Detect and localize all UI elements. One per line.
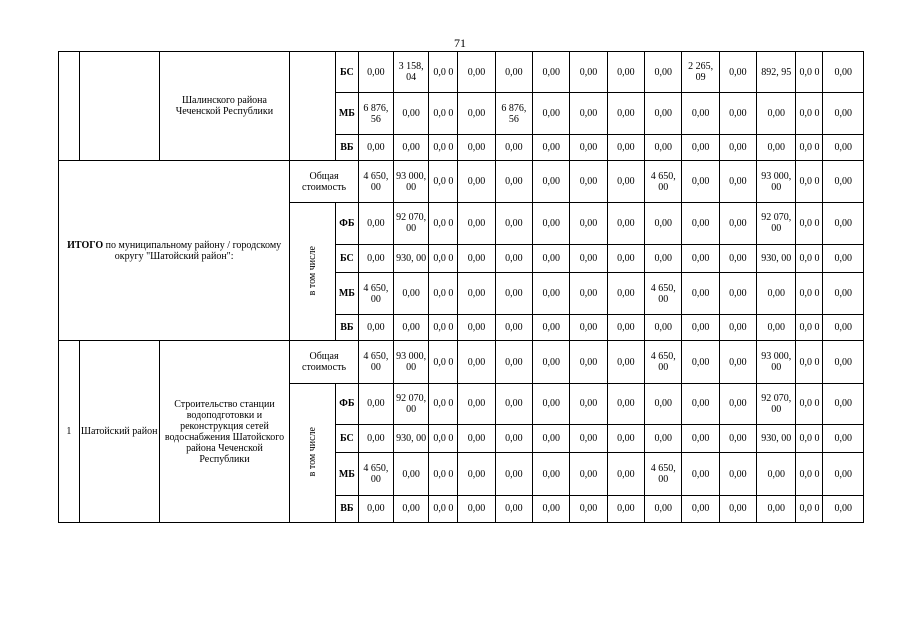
value-cell: 0,00	[570, 272, 607, 314]
value-cell: 0,00	[823, 203, 864, 244]
value-cell: 0,00	[823, 52, 864, 93]
value-cell: 0,00	[458, 341, 495, 383]
value-cell: 0,00	[645, 383, 682, 424]
source-cell: ФБ	[335, 383, 358, 424]
value-cell: 0,00	[533, 203, 570, 244]
source-cell: МБ	[335, 272, 358, 314]
value-cell: 0,00	[570, 383, 607, 424]
value-cell: 0,0 0	[429, 315, 458, 341]
value-cell: 0,00	[823, 383, 864, 424]
value-cell: 0,00	[570, 495, 607, 522]
value-cell: 0,0 0	[796, 160, 823, 202]
source-cell: ВБ	[335, 134, 358, 160]
value-cell: 92 070, 00	[394, 383, 429, 424]
value-cell: 0,00	[458, 495, 495, 522]
value-cell: 0,00	[607, 160, 644, 202]
value-cell: 0,0 0	[429, 203, 458, 244]
value-cell: 0,00	[607, 134, 644, 160]
source-cell: БС	[335, 244, 358, 272]
value-cell: 0,00	[719, 93, 756, 134]
value-cell: 0,00	[533, 160, 570, 202]
value-cell: 0,00	[823, 425, 864, 453]
value-cell: 0,00	[533, 425, 570, 453]
value-cell: 0,00	[458, 244, 495, 272]
value-cell: 0,00	[719, 453, 756, 495]
including-cell	[290, 383, 336, 522]
total-label-bold: ИТОГО	[67, 239, 104, 251]
value-cell: 0,00	[719, 52, 756, 93]
value-cell: 0,00	[358, 425, 393, 453]
value-cell: 0,00	[533, 341, 570, 383]
value-cell: 0,00	[757, 495, 796, 522]
value-cell: 0,00	[458, 383, 495, 424]
value-cell: 0,0 0	[796, 93, 823, 134]
value-cell: 0,00	[607, 244, 644, 272]
value-cell: 0,0 0	[429, 383, 458, 424]
value-cell: 0,00	[495, 272, 532, 314]
value-cell: 93 000, 00	[394, 341, 429, 383]
value-cell: 0,00	[719, 425, 756, 453]
value-cell: 0,00	[682, 244, 719, 272]
value-cell: 0,00	[394, 272, 429, 314]
value-cell: 0,00	[607, 52, 644, 93]
district-cell	[79, 52, 159, 161]
value-cell: 0,00	[645, 495, 682, 522]
value-cell: 0,00	[682, 453, 719, 495]
source-cell: БС	[335, 52, 358, 93]
budget-table-body	[59, 52, 864, 523]
value-cell: 0,00	[823, 315, 864, 341]
value-cell: 0,00	[533, 315, 570, 341]
value-cell: 0,00	[394, 453, 429, 495]
value-cell: 0,00	[358, 52, 393, 93]
total-cost-label: Общая стоимость	[290, 341, 358, 383]
value-cell: 4 650, 00	[358, 272, 393, 314]
including-cell	[290, 52, 336, 161]
value-cell: 0,0 0	[796, 495, 823, 522]
value-cell: 0,00	[458, 93, 495, 134]
value-cell: 0,00	[823, 453, 864, 495]
index-cell	[59, 52, 80, 161]
value-cell: 92 070, 00	[757, 203, 796, 244]
page-number: 71	[454, 36, 466, 50]
source-cell: МБ	[335, 93, 358, 134]
value-cell: 4 650, 00	[358, 453, 393, 495]
value-cell: 0,00	[719, 272, 756, 314]
value-cell: 0,00	[358, 244, 393, 272]
value-cell: 0,0 0	[796, 453, 823, 495]
value-cell: 0,00	[607, 495, 644, 522]
value-cell: 930, 00	[757, 425, 796, 453]
value-cell: 0,00	[533, 244, 570, 272]
value-cell: 0,0 0	[429, 425, 458, 453]
value-cell: 0,00	[394, 315, 429, 341]
value-cell: 0,00	[570, 160, 607, 202]
value-cell: 0,00	[682, 93, 719, 134]
value-cell: 0,00	[495, 341, 532, 383]
value-cell: 93 000, 00	[757, 341, 796, 383]
value-cell: 0,00	[682, 495, 719, 522]
table-row	[59, 341, 864, 383]
index-cell: 1	[59, 341, 80, 523]
value-cell: 2 265, 09	[682, 52, 719, 93]
value-cell: 0,00	[682, 134, 719, 160]
value-cell: 3 158, 04	[394, 52, 429, 93]
value-cell: 0,00	[394, 93, 429, 134]
source-cell: ВБ	[335, 495, 358, 522]
value-cell: 0,00	[495, 495, 532, 522]
value-cell: 0,00	[358, 134, 393, 160]
value-cell: 0,00	[645, 134, 682, 160]
value-cell: 0,00	[607, 272, 644, 314]
value-cell: 6 876, 56	[495, 93, 532, 134]
value-cell: 0,0 0	[429, 93, 458, 134]
value-cell: 4 650, 00	[645, 160, 682, 202]
table-row	[59, 52, 864, 93]
value-cell: 4 650, 00	[358, 341, 393, 383]
value-cell: 0,00	[495, 160, 532, 202]
value-cell: 0,00	[757, 134, 796, 160]
value-cell: 0,00	[495, 203, 532, 244]
source-cell: БС	[335, 425, 358, 453]
value-cell: 0,0 0	[796, 203, 823, 244]
object-name-cell: Шалинского района Чеченской Республики	[159, 52, 290, 161]
value-cell: 0,00	[823, 93, 864, 134]
value-cell: 0,00	[607, 93, 644, 134]
value-cell: 930, 00	[757, 244, 796, 272]
value-cell: 0,00	[533, 453, 570, 495]
value-cell: 0,00	[570, 203, 607, 244]
value-cell: 0,00	[645, 315, 682, 341]
value-cell: 0,00	[645, 52, 682, 93]
value-cell: 0,00	[607, 341, 644, 383]
including-label: в том числе	[307, 426, 319, 477]
budget-table	[58, 51, 864, 523]
value-cell: 4 650, 00	[358, 160, 393, 202]
including-label: в том числе	[307, 245, 319, 296]
value-cell: 0,00	[495, 52, 532, 93]
value-cell: 0,00	[823, 160, 864, 202]
value-cell: 0,0 0	[429, 272, 458, 314]
value-cell: 93 000, 00	[394, 160, 429, 202]
value-cell: 0,00	[533, 93, 570, 134]
value-cell: 0,00	[458, 52, 495, 93]
source-cell: ВБ	[335, 315, 358, 341]
value-cell: 0,00	[645, 244, 682, 272]
value-cell: 0,00	[570, 425, 607, 453]
value-cell: 0,00	[682, 203, 719, 244]
total-label-text: по муниципальному району / городскому округу "Шатойский район":	[103, 239, 282, 262]
value-cell: 0,00	[823, 341, 864, 383]
value-cell: 0,00	[607, 315, 644, 341]
value-cell: 0,00	[719, 160, 756, 202]
value-cell: 0,00	[533, 495, 570, 522]
value-cell: 0,00	[719, 341, 756, 383]
total-label-cell	[59, 160, 290, 341]
value-cell: 0,00	[358, 203, 393, 244]
value-cell: 0,00	[495, 134, 532, 160]
value-cell: 0,00	[458, 203, 495, 244]
value-cell: 4 650, 00	[645, 453, 682, 495]
value-cell: 0,00	[607, 425, 644, 453]
value-cell: 0,00	[823, 244, 864, 272]
value-cell: 0,00	[607, 203, 644, 244]
value-cell: 0,00	[570, 453, 607, 495]
value-cell: 0,0 0	[429, 244, 458, 272]
value-cell: 0,00	[607, 383, 644, 424]
value-cell: 0,00	[719, 315, 756, 341]
value-cell: 0,0 0	[796, 244, 823, 272]
value-cell: 0,00	[719, 383, 756, 424]
value-cell: 0,00	[719, 244, 756, 272]
value-cell: 0,00	[570, 52, 607, 93]
including-cell	[290, 203, 336, 341]
value-cell: 0,0 0	[429, 341, 458, 383]
value-cell: 0,00	[394, 495, 429, 522]
value-cell: 0,00	[645, 93, 682, 134]
source-cell: МБ	[335, 453, 358, 495]
value-cell: 0,0 0	[796, 383, 823, 424]
district-cell: Шатойский район	[79, 341, 159, 523]
value-cell: 0,00	[458, 315, 495, 341]
value-cell: 0,0 0	[429, 52, 458, 93]
value-cell: 0,00	[533, 52, 570, 93]
value-cell: 0,00	[570, 244, 607, 272]
value-cell: 0,00	[495, 244, 532, 272]
total-cost-label: Общая стоимость	[290, 160, 358, 202]
value-cell: 0,00	[394, 134, 429, 160]
value-cell: 0,00	[570, 134, 607, 160]
value-cell: 0,00	[719, 134, 756, 160]
source-cell: ФБ	[335, 203, 358, 244]
value-cell: 93 000, 00	[757, 160, 796, 202]
value-cell: 0,0 0	[429, 495, 458, 522]
value-cell: 0,0 0	[429, 453, 458, 495]
value-cell: 0,00	[823, 134, 864, 160]
value-cell: 0,00	[757, 272, 796, 314]
value-cell: 0,0 0	[796, 52, 823, 93]
value-cell: 0,00	[458, 160, 495, 202]
value-cell: 6 876, 56	[358, 93, 393, 134]
value-cell: 0,00	[533, 383, 570, 424]
value-cell: 4 650, 00	[645, 272, 682, 314]
value-cell: 4 650, 00	[645, 341, 682, 383]
value-cell: 0,00	[458, 425, 495, 453]
value-cell: 0,0 0	[796, 315, 823, 341]
value-cell: 0,00	[458, 272, 495, 314]
value-cell: 0,00	[458, 453, 495, 495]
value-cell: 0,00	[757, 93, 796, 134]
value-cell: 892, 95	[757, 52, 796, 93]
value-cell: 0,0 0	[429, 134, 458, 160]
value-cell: 0,00	[682, 341, 719, 383]
value-cell: 0,00	[533, 272, 570, 314]
value-cell: 0,00	[570, 341, 607, 383]
value-cell: 0,00	[757, 315, 796, 341]
value-cell: 0,00	[358, 383, 393, 424]
value-cell: 0,00	[495, 383, 532, 424]
value-cell: 0,00	[823, 495, 864, 522]
value-cell: 0,00	[682, 383, 719, 424]
value-cell: 0,00	[358, 495, 393, 522]
value-cell: 0,00	[495, 453, 532, 495]
value-cell: 0,00	[645, 425, 682, 453]
value-cell: 0,00	[645, 203, 682, 244]
value-cell: 0,00	[682, 160, 719, 202]
value-cell: 0,00	[719, 203, 756, 244]
value-cell: 0,00	[682, 315, 719, 341]
value-cell: 0,0 0	[796, 425, 823, 453]
value-cell: 92 070, 00	[757, 383, 796, 424]
value-cell: 0,00	[719, 495, 756, 522]
value-cell: 930, 00	[394, 244, 429, 272]
value-cell: 0,00	[682, 425, 719, 453]
value-cell: 92 070, 00	[394, 203, 429, 244]
value-cell: 0,00	[495, 315, 532, 341]
value-cell: 930, 00	[394, 425, 429, 453]
value-cell: 0,00	[682, 272, 719, 314]
value-cell: 0,0 0	[796, 272, 823, 314]
value-cell: 0,00	[757, 453, 796, 495]
table-row	[59, 160, 864, 202]
value-cell: 0,00	[570, 315, 607, 341]
value-cell: 0,00	[495, 425, 532, 453]
value-cell: 0,00	[458, 134, 495, 160]
value-cell: 0,00	[570, 93, 607, 134]
value-cell: 0,0 0	[796, 341, 823, 383]
value-cell: 0,00	[533, 134, 570, 160]
value-cell: 0,00	[358, 315, 393, 341]
value-cell: 0,0 0	[796, 134, 823, 160]
object-name-cell: Строительство станции водоподготовки и реконструкция сетей водоснабжения Шатойского района Чеченской Республики	[159, 341, 290, 523]
value-cell: 0,0 0	[429, 160, 458, 202]
value-cell: 0,00	[607, 453, 644, 495]
value-cell: 0,00	[823, 272, 864, 314]
